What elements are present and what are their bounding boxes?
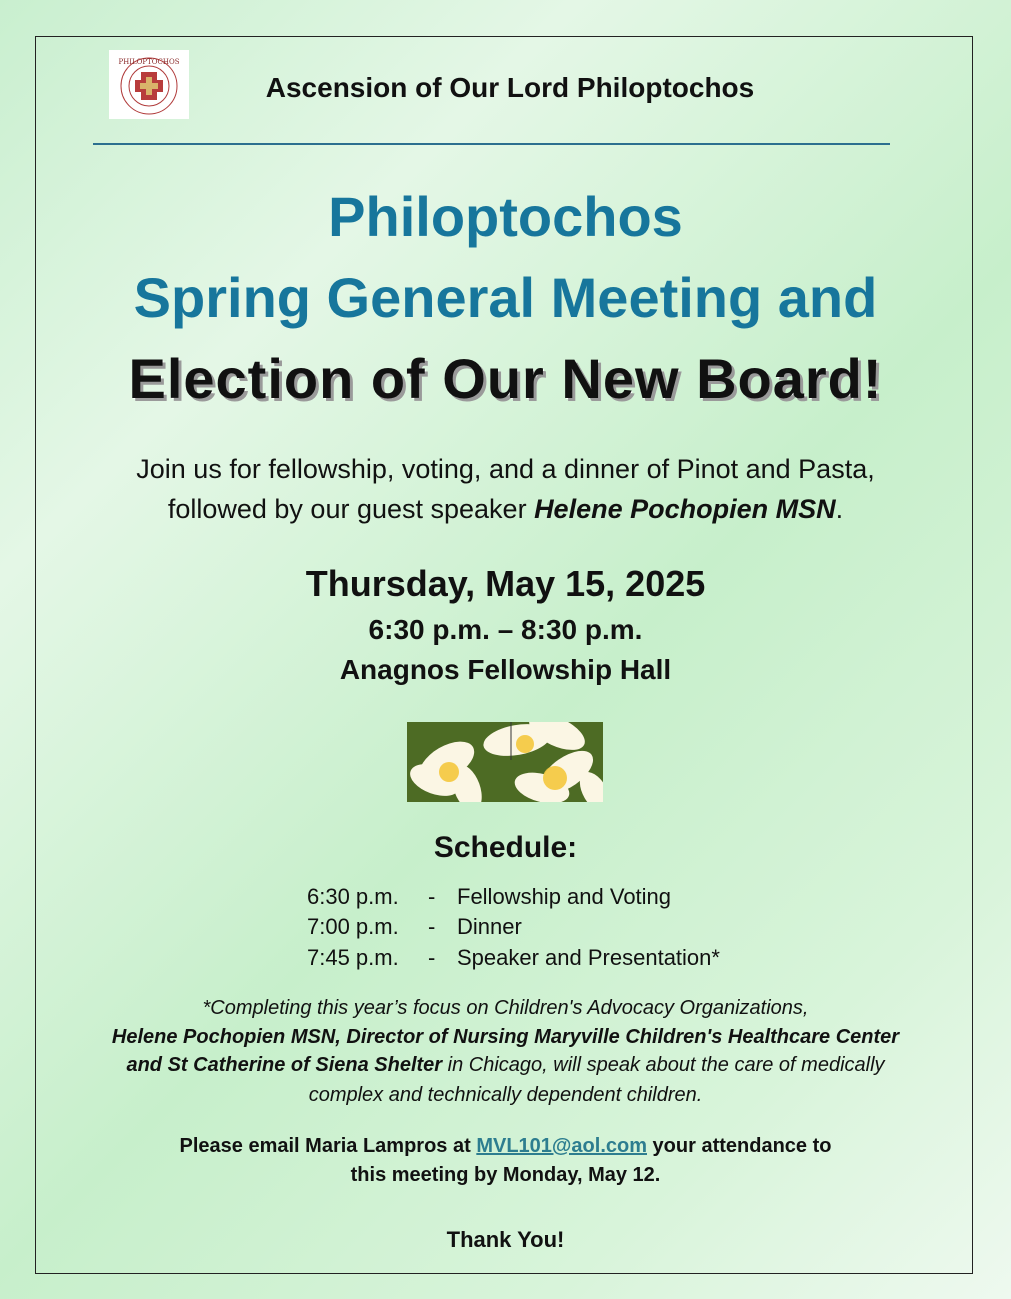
note-text: in Chicago, will speak about the care of medically [442,1054,885,1076]
schedule-row [0,884,1011,914]
rsvp-suffix: your attendance to [647,1135,832,1157]
schedule-event: Dinner [457,914,522,939]
schedule-event: Speaker and Presentation* [457,945,720,970]
headline-line-2: Spring General Meeting and [133,266,878,329]
note-speaker-title: Helene Pochopien MSN, Director of Nursing Maryville Children's Healthcare Center [111,1026,900,1048]
schedule-dash: - [428,884,436,909]
svg-text:PHILOPTOCHOS: PHILOPTOCHOS [118,58,180,66]
header-divider [93,143,890,145]
schedule-row [0,945,1011,975]
rsvp-email-link[interactable]: MVL101@aol.com [476,1135,647,1157]
intro-suffix: . [835,494,844,524]
event-venue: Anagnos Fellowship Hall [339,654,672,685]
plumeria-flowers-image [407,722,603,802]
speaker-name: Helene Pochopien MSN [534,494,836,524]
note-line-4: complex and technically dependent children. [308,1084,703,1106]
note-line-1: *Completing this year’s focus on Children's Advocacy Organizations, [202,997,809,1019]
rsvp-line-2: this meeting by Monday, May 12. [350,1164,661,1186]
intro-prefix: followed by our guest speaker [167,494,535,524]
schedule-time: 7:45 p.m. [307,945,399,970]
schedule-dash: - [428,914,436,939]
schedule-time: 7:00 p.m. [307,914,399,939]
closing-thanks: Thank You! [446,1227,565,1252]
event-date: Thursday, May 15, 2025 [305,563,706,604]
schedule-event: Fellowship and Voting [457,884,672,909]
organization-name: Ascension of Our Lord Philoptochos [265,72,755,103]
intro-line-1: Join us for fellowship, voting, and a dinner of Pinot and Pasta, [136,454,875,484]
schedule-row [0,914,1011,944]
schedule-title: Schedule: [433,831,578,864]
schedule-time: 6:30 p.m. [307,884,399,909]
philoptochos-logo [109,50,189,119]
note-line-3 [60,1051,951,1080]
note-line-2 [60,1023,951,1052]
headline-line-3: Election of Our New Board! [128,347,883,410]
schedule-dash: - [428,945,436,970]
event-time: 6:30 p.m. – 8:30 p.m. [368,614,643,645]
rsvp-line-1 [0,1135,1011,1158]
intro-line-2 [40,489,971,529]
note-organization: and St Catherine of Siena Shelter [126,1054,443,1076]
headline-line-1: Philoptochos [328,185,683,248]
rsvp-prefix: Please email Maria Lampros at [179,1135,477,1157]
